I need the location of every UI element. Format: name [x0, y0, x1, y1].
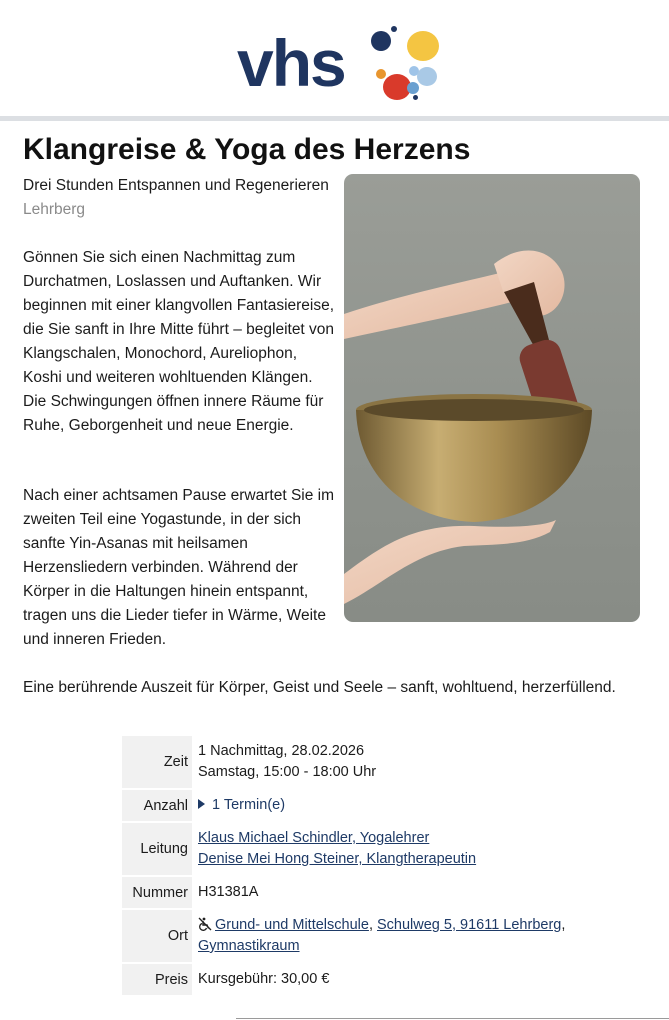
course-subtitle	[23, 174, 338, 222]
preis-value: Kursgebühr: 30,00 €	[198, 971, 330, 987]
ort-value: Grund- und Mittelschule, Schulweg 5, 91611 Lehrberg, Gymnastikraum	[198, 917, 566, 954]
course-details-table	[122, 734, 571, 997]
nummer-label: Nummer	[122, 877, 192, 908]
detail-row-nummer	[122, 877, 571, 908]
description-paragraph-2: Nach einer achtsamen Pause erwartet Sie im zweiten Teil eine Yogastunde, in der sich sanfte Yin-Asanas mit heilsamen Herzensliedern verbinden. Während der Körper in die Haltungen hinein entspannt, tragen uns die Lieder tiefer in Wärme, Weite und inneren Frieden.	[23, 487, 335, 648]
instructor-link-1[interactable]: Klaus Michael Schindler, Yogalehrer	[198, 830, 430, 846]
singing-bowl-photo	[344, 174, 640, 622]
location-tag: Lehrberg	[23, 201, 86, 218]
description-paragraph-1: Gönnen Sie sich einen Nachmittag zum Durchatmen, Loslassen und Auftanken. Wir beginnen mit einer klangvollen Fantasiereise, die Sie sanft in Ihre Mitte führt – begleitet von Klangschalen, Monochord, Aureliophon, Koshi und weiteren wohltuenden Klängen. Die Schwingungen öffnen innere Räume für Ruhe, Geborgenheit und neue Energie.	[23, 249, 335, 434]
detail-row-preis	[122, 964, 571, 995]
leitung-value	[192, 823, 571, 875]
logo-dot	[417, 67, 437, 86]
detail-row-anzahl	[122, 790, 571, 821]
anzahl-label: Anzahl	[122, 790, 192, 821]
vhs-logo[interactable]	[237, 24, 447, 106]
singing-bowl-illustration	[344, 174, 640, 622]
zeit-label: Zeit	[122, 736, 192, 788]
nummer-value: H31381A	[198, 884, 259, 900]
logo-dot	[407, 82, 419, 94]
anzahl-value	[192, 790, 571, 821]
zeit-value	[192, 736, 571, 788]
ort-room-link[interactable]: Gymnastikraum	[198, 938, 300, 954]
ort-label: Ort	[122, 910, 192, 962]
detail-row-leitung	[122, 823, 571, 875]
preis-label: Preis	[122, 964, 192, 995]
logo-wordmark: vhs	[237, 26, 345, 100]
description-paragraph-3: Eine berührende Auszeit für Körper, Geist und Seele – sanft, wohltuend, herzerfüllend.	[23, 679, 616, 696]
instructor-link-2[interactable]: Denise Mei Hong Steiner, Klangtherapeutin	[198, 851, 477, 867]
logo-dot	[391, 26, 397, 32]
detail-row-ort	[122, 910, 571, 962]
logo-dot	[407, 31, 439, 61]
detail-row-zeit	[122, 736, 571, 788]
logo-dot	[371, 31, 391, 51]
ort-address-link[interactable]: Schulweg 5, 91611 Lehrberg	[377, 917, 562, 933]
page-title: Klangreise & Yoga des Herzens	[23, 133, 471, 166]
footer-divider	[236, 1018, 669, 1019]
logo-dot	[413, 95, 418, 100]
subtitle-text: Drei Stunden Entspannen und Regenerieren	[23, 177, 329, 194]
termine-toggle[interactable]	[198, 797, 285, 813]
ort-school-link[interactable]: Grund- und Mittelschule	[215, 917, 369, 933]
header-divider	[0, 116, 669, 121]
site-header	[0, 0, 669, 122]
zeit-date: 1 Nachmittag, 28.02.2026	[198, 743, 365, 759]
termine-count: 1 Termin(e)	[212, 797, 286, 813]
leitung-label: Leitung	[122, 823, 192, 875]
triangle-right-icon	[198, 799, 205, 809]
wheelchair-crossed-icon	[198, 917, 212, 931]
zeit-time: Samstag, 15:00 - 18:00 Uhr	[198, 764, 377, 780]
logo-dot	[376, 69, 386, 79]
